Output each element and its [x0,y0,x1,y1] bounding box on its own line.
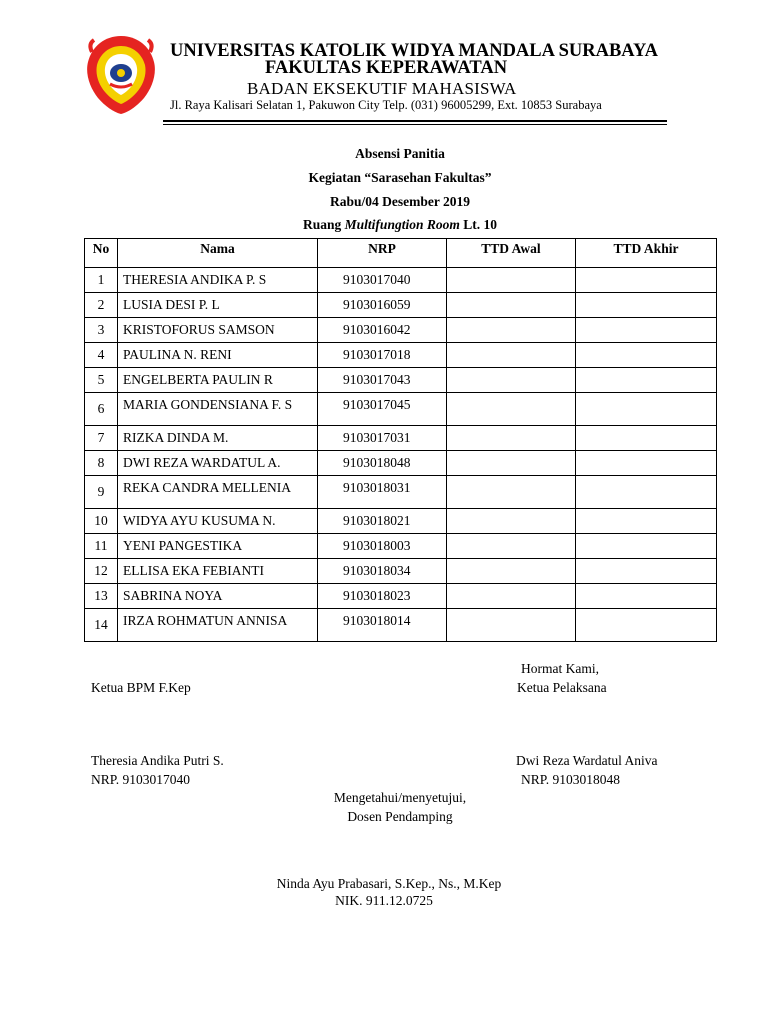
cell-ttd-akhir [576,393,717,426]
faculty-name: FAKULTAS KEPERAWATAN [265,58,508,78]
cell-ttd-akhir [576,268,717,293]
cell-ttd-akhir [576,476,717,509]
cell-no: 11 [85,534,118,559]
doc-title: Absensi Panitia [355,146,445,161]
table-row [85,609,717,642]
cell-nama: YENI PANGESTIKA [118,534,318,559]
cell-nrp: 9103018023 [318,584,447,609]
event-name: Kegiatan “Sarasehan Fakultas” [308,170,492,185]
cell-ttd-awal [447,559,576,584]
cell-no: 12 [85,559,118,584]
cell-ttd-akhir [576,509,717,534]
cell-ttd-akhir [576,293,717,318]
cell-no: 8 [85,451,118,476]
cell-nama: IRZA ROHMATUN ANNISA [118,609,318,642]
cell-ttd-akhir [576,318,717,343]
organization-name: BADAN EKSEKUTIF MAHASISWA [247,79,517,98]
cell-no: 3 [85,318,118,343]
ketua-bpm-label: Ketua BPM F.Kep [91,680,191,695]
right-signer-name: Dwi Reza Wardatul Aniva [516,753,658,768]
cell-nrp: 9103017018 [318,343,447,368]
cell-nrp: 9103018034 [318,559,447,584]
cell-nrp: 9103018014 [318,609,447,642]
header-nrp: NRP [318,239,447,268]
cell-nrp: 9103018003 [318,534,447,559]
cell-ttd-awal [447,268,576,293]
cell-no: 7 [85,426,118,451]
event-room [84,217,716,233]
cell-nrp: 9103016042 [318,318,447,343]
cell-ttd-awal [447,584,576,609]
cell-nrp: 9103017045 [318,393,447,426]
table-row [85,559,717,584]
cell-ttd-akhir [576,451,717,476]
cell-no: 10 [85,509,118,534]
cell-ttd-akhir [576,559,717,584]
cell-nrp: 9103016059 [318,293,447,318]
header-no: No [85,239,118,268]
header-rule-thick [163,120,667,122]
cell-no: 14 [85,609,118,642]
cell-ttd-awal [447,451,576,476]
cell-nama: ELLISA EKA FEBIANTI [118,559,318,584]
cell-nrp: 9103018031 [318,476,447,509]
left-signer-nrp: NRP. 9103017040 [91,772,191,787]
cell-no: 13 [85,584,118,609]
closing-hormat: Hormat Kami, [521,661,599,676]
university-name: UNIVERSITAS KATOLIK WIDYA MANDALA SURABAYA [170,41,658,61]
address: Jl. Raya Kalisari Selatan 1, Pakuwon City Telp. (031) 96005299, Ext. 10853 Surabaya [170,98,602,112]
table-row [85,368,717,393]
cell-nrp: 9103018048 [318,451,447,476]
cell-ttd-akhir [576,343,717,368]
table-header-row [85,239,717,268]
cell-no: 6 [85,393,118,426]
cell-nrp: 9103018021 [318,509,447,534]
cell-no: 2 [85,293,118,318]
dosen-label: Dosen Pendamping [347,809,453,824]
ketua-pelaksana-label: Ketua Pelaksana [517,680,607,695]
event-date: Rabu/04 Desember 2019 [330,194,470,209]
cell-ttd-awal [447,609,576,642]
cell-ttd-akhir [576,534,717,559]
cell-no: 9 [85,476,118,509]
header-ttd-akhir: TTD Akhir [576,239,717,268]
cell-nama: THERESIA ANDIKA P. S [118,268,318,293]
header-nama: Nama [118,239,318,268]
dosen-nik: NIK. 911.12.0725 [335,893,433,908]
table-row [85,426,717,451]
table-row [85,343,717,368]
mengetahui-label: Mengetahui/menyetujui, [333,790,467,805]
cell-nama: WIDYA AYU KUSUMA N. [118,509,318,534]
table-row [85,534,717,559]
attendance-table [84,238,717,642]
table-row [85,476,717,509]
cell-nama: SABRINA NOYA [118,584,318,609]
left-signer-name: Theresia Andika Putri S. [91,753,224,768]
cell-nrp: 9103017043 [318,368,447,393]
table-row [85,268,717,293]
table-row [85,584,717,609]
cell-nama: ENGELBERTA PAULIN R [118,368,318,393]
header-rule-thin [163,124,667,125]
cell-nrp: 9103017031 [318,426,447,451]
cell-ttd-akhir [576,609,717,642]
cell-ttd-awal [447,393,576,426]
cell-nama: MARIA GONDENSIANA F. S [118,393,318,426]
room-name: Multifungtion Room [344,217,460,232]
cell-ttd-awal [447,534,576,559]
header-ttd-awal: TTD Awal [447,239,576,268]
cell-ttd-awal [447,368,576,393]
table-row [85,318,717,343]
table-row [85,393,717,426]
room-suffix: Lt. 10 [459,217,497,232]
cell-ttd-awal [447,426,576,451]
table-row [85,293,717,318]
right-signer-nrp: NRP. 9103018048 [521,772,621,787]
cell-nama: KRISTOFORUS SAMSON [118,318,318,343]
room-prefix: Ruang [303,217,345,232]
cell-ttd-awal [447,293,576,318]
cell-ttd-akhir [576,368,717,393]
cell-ttd-akhir [576,426,717,451]
cell-ttd-awal [447,343,576,368]
table-row [85,451,717,476]
cell-no: 5 [85,368,118,393]
cell-ttd-awal [447,476,576,509]
cell-ttd-awal [447,318,576,343]
cell-nama: LUSIA DESI P. L [118,293,318,318]
university-logo-icon [78,32,164,116]
table-row [85,509,717,534]
cell-ttd-akhir [576,584,717,609]
cell-no: 4 [85,343,118,368]
dosen-name: Ninda Ayu Prabasari, S.Kep., Ns., M.Kep [276,876,502,891]
cell-nama: RIZKA DINDA M. [118,426,318,451]
cell-nrp: 9103017040 [318,268,447,293]
cell-nama: PAULINA N. RENI [118,343,318,368]
cell-nama: REKA CANDRA MELLENIA [118,476,318,509]
cell-nama: DWI REZA WARDATUL A. [118,451,318,476]
cell-no: 1 [85,268,118,293]
cell-ttd-awal [447,509,576,534]
